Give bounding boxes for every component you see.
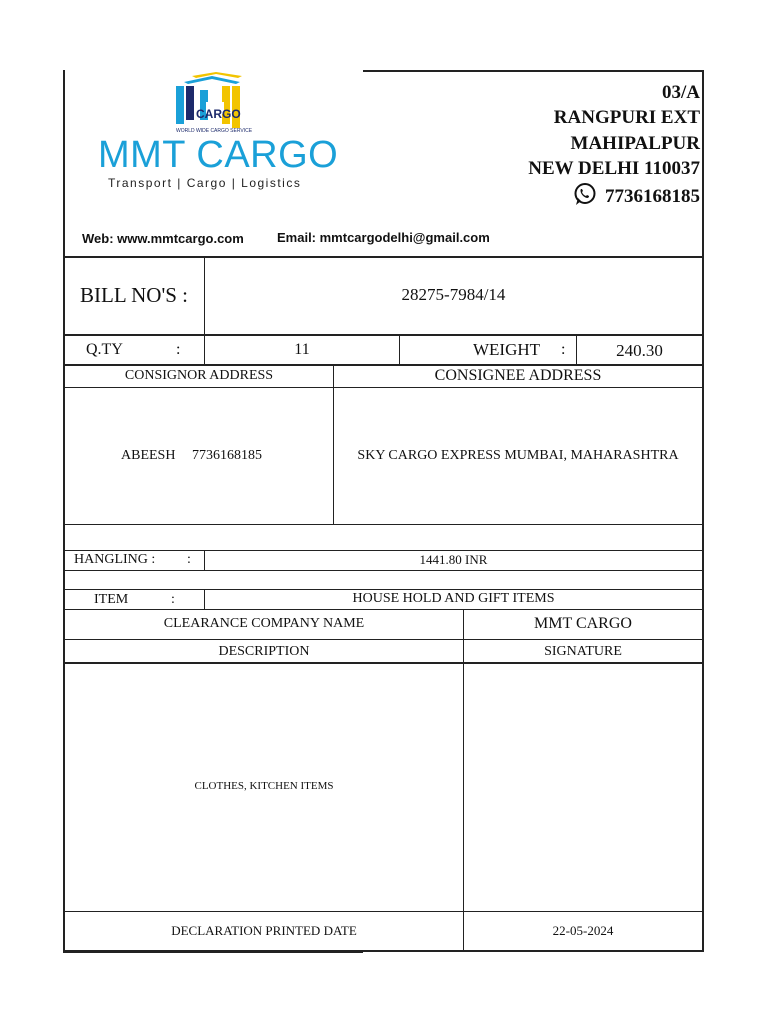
grid-v-address	[333, 364, 334, 525]
grid-h-11	[63, 662, 704, 664]
bill-value: 28275-7984/14	[401, 285, 506, 304]
grid-h-3	[63, 364, 704, 366]
declaration-date: 22-05-2024	[552, 923, 614, 938]
frame-right-top	[702, 70, 704, 256]
frame-bottom-base	[63, 950, 363, 953]
grid-h-2	[63, 334, 704, 336]
weight-label: WEIGHT	[473, 340, 541, 359]
logo-mark-text: CARGO	[196, 107, 241, 121]
consignor-header: CONSIGNOR ADDRESS	[124, 368, 274, 383]
qty-colon: :	[176, 341, 181, 358]
address-line-3: MAHIPALPUR	[570, 133, 700, 154]
website-text: Web: www.mmtcargo.com	[82, 231, 244, 246]
whatsapp-icon	[573, 182, 597, 206]
grid-h-7	[63, 570, 704, 571]
address-phone-row	[573, 182, 700, 208]
logo-tagline: Transport | Cargo | Logistics	[108, 176, 302, 190]
consignor-name: ABEESH	[121, 448, 176, 463]
handling-colon: :	[187, 552, 191, 567]
item-colon: :	[171, 592, 175, 607]
grid-h-12	[63, 911, 704, 912]
bill-label: BILL NO'S :	[80, 283, 189, 307]
handling-label: HANGLING :	[74, 552, 156, 567]
handling-value: 1441.80 INR	[419, 552, 488, 567]
weight-colon: :	[561, 341, 566, 358]
address-line-4: NEW DELHI 110037	[528, 158, 700, 179]
declaration-label: DECLARATION PRINTED DATE	[171, 923, 357, 938]
address-phone: 7736168185	[605, 186, 700, 207]
clearance-value: MMT CARGO	[534, 615, 632, 632]
grid-v-left	[63, 256, 65, 952]
grid-h-4	[63, 387, 704, 388]
grid-h-5	[63, 524, 704, 525]
frame-top	[363, 70, 703, 72]
address-line-1: 03/A	[662, 82, 700, 103]
description-header: DESCRIPTION	[218, 644, 310, 659]
description-value: CLOTHES, KITCHEN ITEMS	[194, 780, 334, 792]
qty-value: 11	[294, 341, 310, 358]
grid-h-8	[63, 589, 704, 590]
grid-h-6	[63, 550, 704, 551]
logo-mark-subtext: WORLD WIDE CARGO SERVICE	[176, 128, 253, 134]
consignee-value: SKY CARGO EXPRESS MUMBAI, MAHARASHTRA	[357, 448, 679, 463]
grid-h-9	[63, 609, 704, 610]
consignee-header: CONSIGNEE ADDRESS	[434, 367, 602, 384]
grid-v-right	[702, 256, 704, 952]
mmt-logo-mark-icon	[172, 72, 253, 134]
consignor-phone: 7736168185	[192, 448, 262, 463]
qty-label: Q.TY	[86, 341, 123, 358]
frame-left-top	[63, 70, 65, 256]
email-text: Email: mmtcargodelhi@gmail.com	[277, 230, 490, 245]
item-value: HOUSE HOLD AND GIFT ITEMS	[352, 591, 555, 606]
signature-header: SIGNATURE	[544, 644, 622, 659]
weight-value: 240.30	[616, 341, 663, 360]
clearance-label: CLEARANCE COMPANY NAME	[163, 616, 365, 631]
grid-h-1	[63, 256, 704, 258]
grid-v-lower	[463, 609, 464, 951]
grid-v-qty	[399, 334, 400, 365]
address-line-2: RANGPURI EXT	[553, 107, 700, 128]
logo-company-name: MMT CARGO	[98, 134, 339, 176]
item-label: ITEM	[94, 592, 129, 607]
grid-h-10	[63, 639, 704, 640]
